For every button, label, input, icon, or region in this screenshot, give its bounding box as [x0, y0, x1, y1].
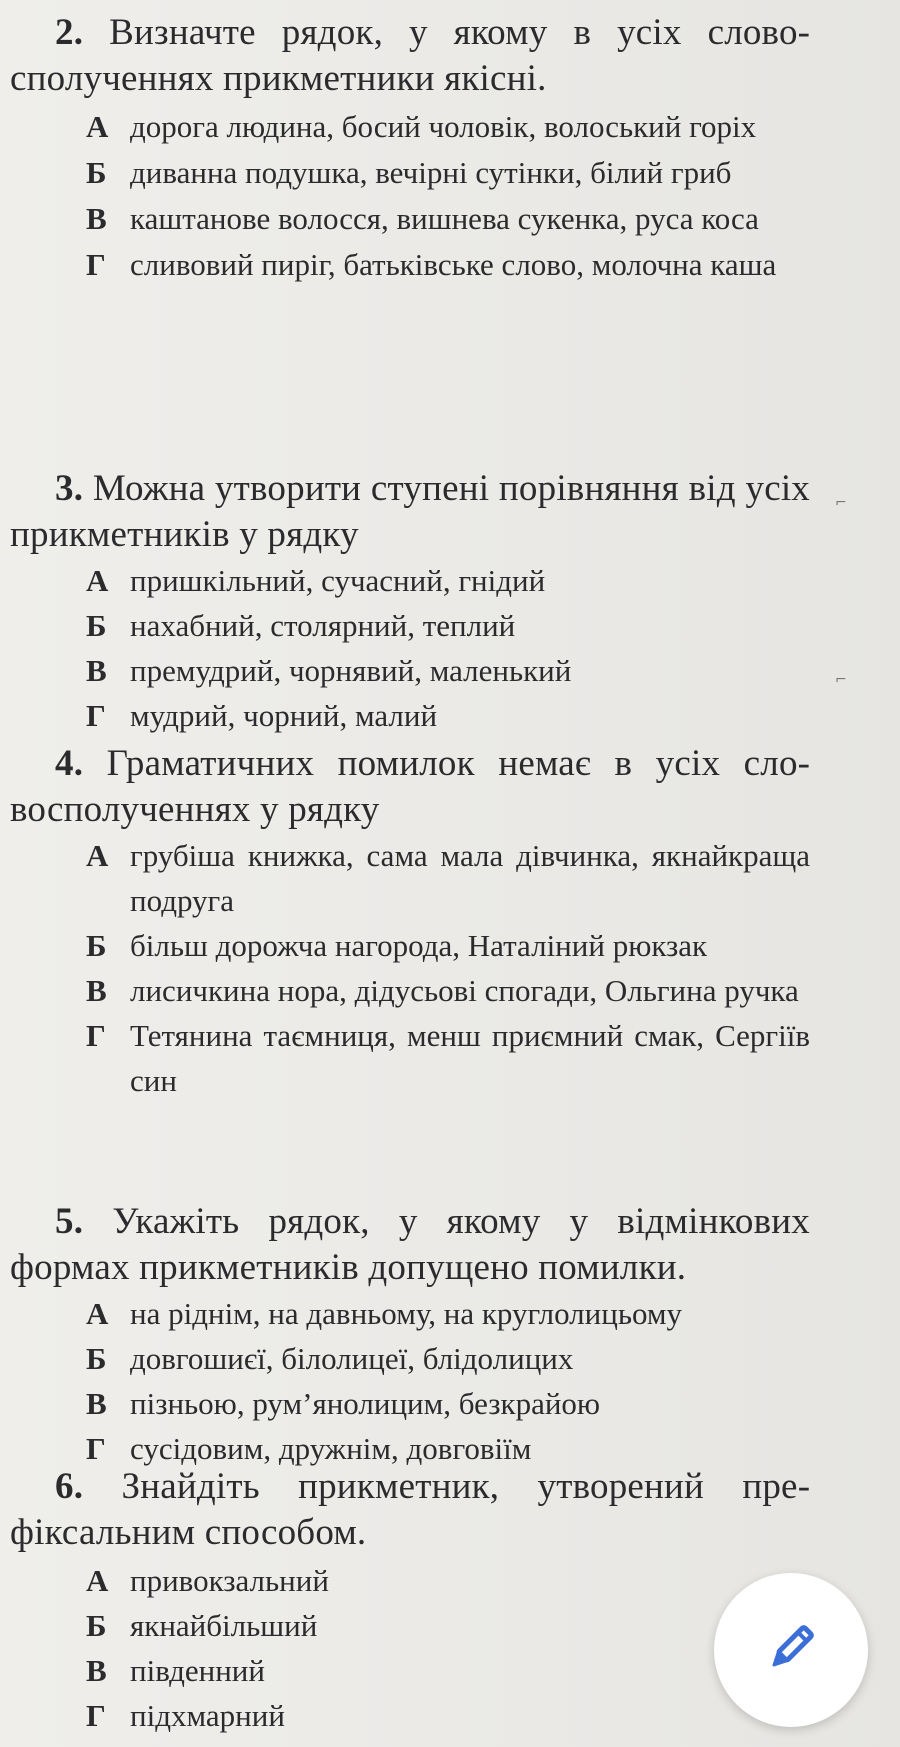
question-stem: [0, 1199, 810, 1291]
option-letter: Г: [86, 1698, 106, 1733]
margin-mark: ⌐: [835, 495, 847, 511]
option-text: південний: [130, 1653, 265, 1688]
question-text: Можна утворити ступені порівняння від усіх прикметників у рядку: [10, 468, 811, 555]
option-letter: А: [86, 1563, 109, 1598]
answer-option: [0, 603, 810, 648]
question-stem: [0, 10, 810, 102]
option-letter: Б: [86, 1608, 107, 1643]
question-stem: [0, 1464, 810, 1556]
question-number: 5.: [55, 1201, 84, 1242]
answer-option: [0, 1336, 810, 1381]
question-text: Визначте рядок, у якому в усіх словосполученнях прикметники якісні.: [10, 12, 810, 99]
answer-option: [0, 648, 810, 693]
option-letter: Г: [86, 247, 106, 282]
question-4: [0, 741, 810, 1103]
option-text: диванна подушка, вечірні сутінки, білий гриб: [130, 155, 732, 190]
option-text: сусідовим, дружнім, довговіїм: [130, 1431, 532, 1466]
option-letter: А: [86, 109, 109, 144]
question-text: Граматичних помилок немає в усіх словосполученнях у рядку: [10, 743, 810, 830]
question-6: [0, 1464, 810, 1738]
option-letter: В: [86, 1386, 107, 1421]
option-text: грубіша книжка, сама мала дівчинка, якнайкраща подруга: [130, 838, 810, 918]
option-letter: В: [86, 1653, 107, 1688]
question-number: 4.: [55, 743, 84, 784]
option-text: привокзальний: [130, 1563, 329, 1598]
option-letter: Б: [86, 1341, 107, 1376]
answer-option: [0, 1603, 810, 1648]
option-letter: Г: [86, 1018, 106, 1053]
option-letter: Г: [86, 698, 106, 733]
question-5: [0, 1199, 810, 1471]
answer-option: [0, 833, 810, 923]
answer-option: [0, 242, 810, 287]
option-text: на ріднім, на давньому, на круглолицьому: [130, 1296, 682, 1331]
question-2: [0, 10, 810, 287]
answer-option: [0, 1648, 810, 1693]
answer-option: [0, 1381, 810, 1426]
option-text: пришкільний, сучасний, гнідий: [130, 563, 546, 598]
answer-option: [0, 558, 810, 603]
question-number: 6.: [55, 1466, 84, 1507]
option-text: лисичкина нора, дідусьові спогади, Ольгина ручка: [130, 973, 799, 1008]
option-text: якнайбільший: [130, 1608, 318, 1643]
option-text: каштанове волосся, вишнева сукенка, руса коса: [130, 201, 759, 236]
option-letter: А: [86, 563, 109, 598]
question-3: [0, 466, 810, 738]
answer-option: [0, 1291, 810, 1336]
option-text: Тетянина таємниця, менш приємний смак, Сергіїв син: [130, 1018, 810, 1098]
margin-mark: ⌐: [835, 672, 847, 688]
option-text: довгошиєї, білолицеї, блідолицих: [130, 1341, 574, 1376]
question-stem: [0, 466, 810, 558]
answer-option: [0, 150, 810, 195]
option-letter: Б: [86, 928, 107, 963]
answer-option: [0, 196, 810, 241]
option-text: пізньою, рум’янолицим, безкрайою: [130, 1386, 601, 1421]
option-text: дорога людина, босий чоловік, волоський горіх: [130, 109, 757, 144]
question-text: Знайдіть прикметник, утворений префіксальним способом.: [10, 1466, 811, 1553]
answer-option: [0, 1013, 810, 1103]
answer-option: [0, 1558, 810, 1603]
answer-option: [0, 104, 810, 149]
option-letter: Б: [86, 155, 107, 190]
option-letter: В: [86, 653, 107, 688]
question-number: 2.: [55, 12, 84, 53]
option-letter: А: [86, 838, 109, 873]
pencil-icon: [763, 1620, 819, 1681]
option-text: підхмарний: [130, 1698, 285, 1733]
answer-option: [0, 968, 810, 1013]
question-stem: [0, 741, 810, 833]
answer-option: [0, 923, 810, 968]
answer-option: [0, 1693, 810, 1738]
option-text: сливовий пиріг, батьківське слово, молочна каша: [130, 247, 777, 282]
option-letter: Г: [86, 1431, 106, 1466]
option-text: мудрий, чорний, малий: [130, 698, 438, 733]
question-text: Укажіть рядок, у якому у відмінкових формах прикметників допущено помилки.: [10, 1201, 810, 1288]
option-letter: А: [86, 1296, 109, 1331]
answer-option: [0, 693, 810, 738]
option-text: премудрий, чорнявий, маленький: [130, 653, 572, 688]
option-letter: В: [86, 973, 107, 1008]
option-text: нахабний, столярний, теплий: [130, 608, 516, 643]
edit-button[interactable]: [714, 1573, 868, 1727]
question-number: 3.: [55, 468, 84, 509]
option-letter: В: [86, 201, 107, 236]
option-letter: Б: [86, 608, 107, 643]
option-text: більш дорожча нагорода, Наталіний рюкзак: [130, 928, 708, 963]
